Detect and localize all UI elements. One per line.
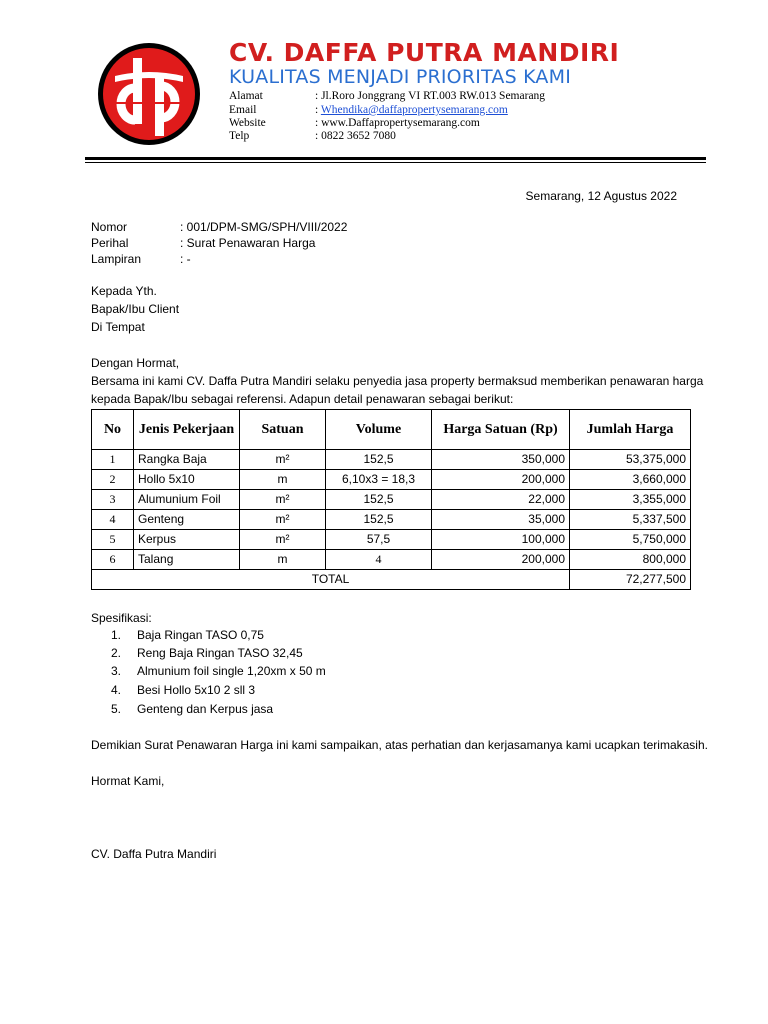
email-prefix: : bbox=[315, 104, 321, 116]
cell-amount: 800,000 bbox=[570, 550, 691, 570]
table-row bbox=[92, 470, 691, 490]
cell-unit: m² bbox=[240, 450, 326, 470]
spec-item-text: Baja Ringan TASO 0,75 bbox=[137, 628, 264, 642]
spec-item-number: 4. bbox=[111, 683, 122, 697]
cell-volume: 4 bbox=[326, 550, 432, 570]
table-row bbox=[92, 490, 691, 510]
meta-value-number: : 001/DPM-SMG/SPH/VIII/2022 bbox=[180, 220, 348, 234]
cell-unit-price: 100,000 bbox=[432, 530, 570, 550]
spec-item-text: Reng Baja Ringan TASO 32,45 bbox=[137, 646, 303, 660]
closing-statement: Demikian Surat Penawaran Harga ini kami sampaikan, atas perhatian dan kerjasamanya kami ucapkan terimakasih. bbox=[91, 738, 708, 752]
recipient-line-1: Kepada Yth. bbox=[91, 284, 157, 298]
total-label: TOTAL bbox=[92, 570, 570, 590]
cell-volume: 6,10x3 = 18,3 bbox=[326, 470, 432, 490]
cell-job: Genteng bbox=[134, 510, 240, 530]
contact-label-phone: Telp bbox=[229, 130, 250, 142]
table-row bbox=[92, 510, 691, 530]
cell-job: Rangka Baja bbox=[134, 450, 240, 470]
spec-item-text: Genteng dan Kerpus jasa bbox=[137, 702, 274, 716]
cell-unit-price: 200,000 bbox=[432, 550, 570, 570]
cell-unit: m² bbox=[240, 510, 326, 530]
table-header-row bbox=[92, 410, 691, 450]
cell-unit: m bbox=[240, 470, 326, 490]
cell-unit: m bbox=[240, 550, 326, 570]
company-name: CV. DAFFA PUTRA MANDIRI bbox=[229, 38, 620, 67]
header-divider bbox=[85, 157, 706, 160]
meta-label-attachment: Lampiran bbox=[91, 252, 142, 266]
spec-item-text: Besi Hollo 5x10 2 sll 3 bbox=[137, 683, 256, 697]
contact-value-phone: : 0822 3652 7080 bbox=[315, 130, 396, 142]
contact-value-email bbox=[315, 104, 508, 116]
cell-job: Talang bbox=[134, 550, 240, 570]
company-logo bbox=[97, 42, 201, 146]
cell-amount: 5,750,000 bbox=[570, 530, 691, 550]
header-divider-thin bbox=[85, 162, 706, 163]
cell-amount: 5,337,500 bbox=[570, 510, 691, 530]
contact-label-address: Alamat bbox=[229, 90, 263, 102]
cell-no: 3 bbox=[92, 490, 134, 510]
cell-no: 6 bbox=[92, 550, 134, 570]
cell-volume: 57,5 bbox=[326, 530, 432, 550]
cell-volume: 152,5 bbox=[326, 490, 432, 510]
cell-job: Kerpus bbox=[134, 530, 240, 550]
cell-job: Alumunium Foil bbox=[134, 490, 240, 510]
header-total-price: Jumlah Harga bbox=[570, 410, 691, 450]
cell-amount: 3,355,000 bbox=[570, 490, 691, 510]
cell-volume: 152,5 bbox=[326, 510, 432, 530]
meta-label-subject: Perihal bbox=[91, 236, 129, 250]
cell-no: 2 bbox=[92, 470, 134, 490]
contact-label-email: Email bbox=[229, 104, 257, 116]
cell-unit: m² bbox=[240, 530, 326, 550]
meta-value-attachment: : - bbox=[180, 252, 191, 266]
meta-value-subject: : Surat Penawaran Harga bbox=[180, 236, 316, 250]
greeting: Dengan Hormat, bbox=[91, 356, 180, 370]
cell-unit-price: 200,000 bbox=[432, 470, 570, 490]
opening-line-1: Bersama ini kami CV. Daffa Putra Mandiri selaku penyedia jasa property bermaksud memberikan penawaran harga bbox=[91, 374, 704, 388]
cell-unit-price: 35,000 bbox=[432, 510, 570, 530]
header-no: No bbox=[92, 410, 134, 450]
opening-line-2: kepada Bapak/Ibu sebagai referensi. Adapun detail penawaran sebagai berikut: bbox=[91, 392, 514, 406]
closing-regards: Hormat Kami, bbox=[91, 774, 165, 788]
recipient-line-3: Di Tempat bbox=[91, 320, 145, 334]
header-unit-price: Harga Satuan (Rp) bbox=[432, 410, 570, 450]
cell-amount: 53,375,000 bbox=[570, 450, 691, 470]
price-table bbox=[91, 409, 691, 590]
cell-unit: m² bbox=[240, 490, 326, 510]
total-value: 72,277,500 bbox=[570, 570, 691, 590]
cell-no: 4 bbox=[92, 510, 134, 530]
contact-value-address: : Jl.Roro Jonggrang VI RT.003 RW.013 Semarang bbox=[315, 90, 546, 102]
spec-item-number: 5. bbox=[111, 702, 122, 716]
spec-item-number: 2. bbox=[111, 646, 122, 660]
signatory-name: CV. Daffa Putra Mandiri bbox=[91, 847, 217, 861]
meta-label-number: Nomor bbox=[91, 220, 128, 234]
header-volume: Volume bbox=[326, 410, 432, 450]
spec-item-number: 3. bbox=[111, 664, 122, 678]
header-job: Jenis Pekerjaan bbox=[134, 410, 240, 450]
cell-volume: 152,5 bbox=[326, 450, 432, 470]
cell-unit-price: 22,000 bbox=[432, 490, 570, 510]
spec-item-number: 1. bbox=[111, 628, 122, 642]
contact-label-website: Website bbox=[229, 117, 266, 129]
letter-date: Semarang, 12 Agustus 2022 bbox=[525, 189, 677, 203]
table-total-row bbox=[92, 570, 691, 590]
table-row bbox=[92, 550, 691, 570]
email-link[interactable]: Whendika@daffapropertysemarang.com bbox=[320, 104, 508, 116]
table-row bbox=[92, 450, 691, 470]
cell-amount: 3,660,000 bbox=[570, 470, 691, 490]
cell-no: 1 bbox=[92, 450, 134, 470]
spec-title: Spesifikasi: bbox=[91, 611, 152, 625]
header-unit: Satuan bbox=[240, 410, 326, 450]
recipient-line-2: Bapak/Ibu Client bbox=[91, 302, 180, 316]
table-row bbox=[92, 530, 691, 550]
company-tagline: KUALITAS MENJADI PRIORITAS KAMI bbox=[229, 66, 571, 88]
cell-unit-price: 350,000 bbox=[432, 450, 570, 470]
cell-job: Hollo 5x10 bbox=[134, 470, 240, 490]
contact-value-website: : www.Daffapropertysemarang.com bbox=[315, 117, 480, 129]
cell-no: 5 bbox=[92, 530, 134, 550]
spec-item-text: Almunium foil single 1,20xm x 50 m bbox=[137, 664, 326, 678]
